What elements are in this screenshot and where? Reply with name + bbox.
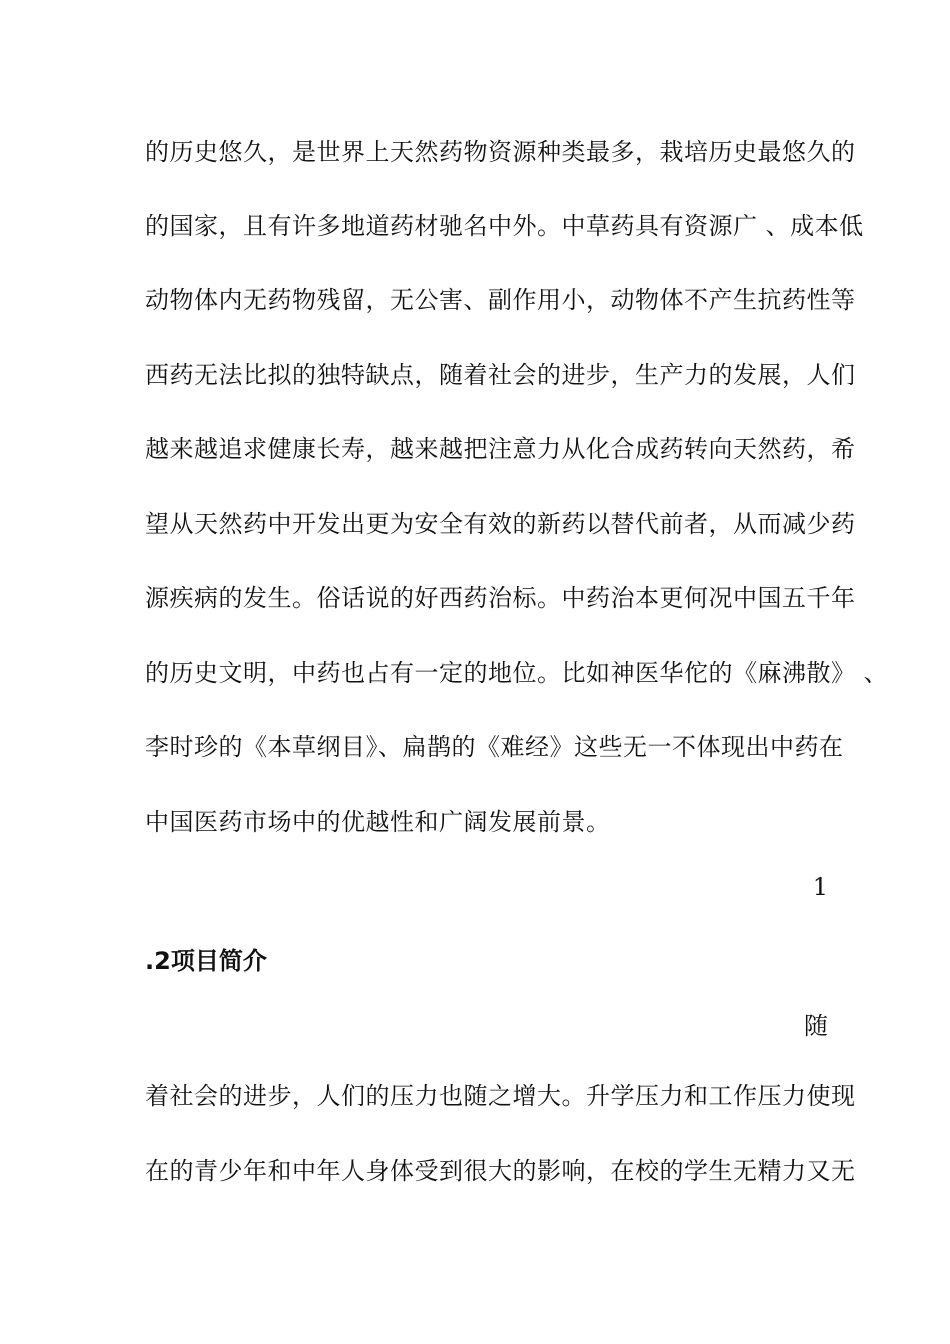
paragraph-line: 越来越追求健康长寿，越来越把注意力从化合成药转向天然药，希: [145, 435, 856, 463]
paragraph-line: 中国医药市场中的优越性和广阔发展前景。: [145, 808, 611, 836]
paragraph-line: 的国家，且有许多地道药材驰名中外。中草药具有资源广 、成本低: [145, 212, 864, 240]
section-heading: .2项目简介: [145, 947, 267, 975]
wrapped-character: 随: [804, 1012, 828, 1040]
paragraph-line: 着社会的进步，人们的压力也随之增大。升学压力和工作压力使现: [145, 1082, 856, 1110]
paragraph-line: 的历史悠久，是世界上天然药物资源种类最多，栽培历史最悠久的: [145, 138, 856, 166]
paragraph-line: 西药无法比拟的独特缺点，随着社会的进步，生产力的发展，人们: [145, 361, 856, 389]
paragraph-line: 望从天然药中开发出更为安全有效的新药以替代前者，从而减少药: [145, 510, 856, 538]
section-number-fragment: 1: [812, 873, 828, 901]
paragraph-line: 李时珍的《本草纲目》、扁鹊的《难经》这些无一不体现出中药在: [145, 733, 844, 761]
paragraph-line: 动物体内无药物残留，无公害、副作用小，动物体不产生抗药性等: [145, 286, 856, 314]
paragraph-line: 在的青少年和中年人身体受到很大的影响，在校的学生无精力又无: [145, 1157, 856, 1185]
paragraph-line: 源疾病的发生。俗话说的好西药治标。中药治本更何况中国五千年: [145, 584, 856, 612]
paragraph-line: 的历史文明，中药也占有一定的地位。比如神医华佗的《麻沸散》 、: [145, 659, 889, 687]
